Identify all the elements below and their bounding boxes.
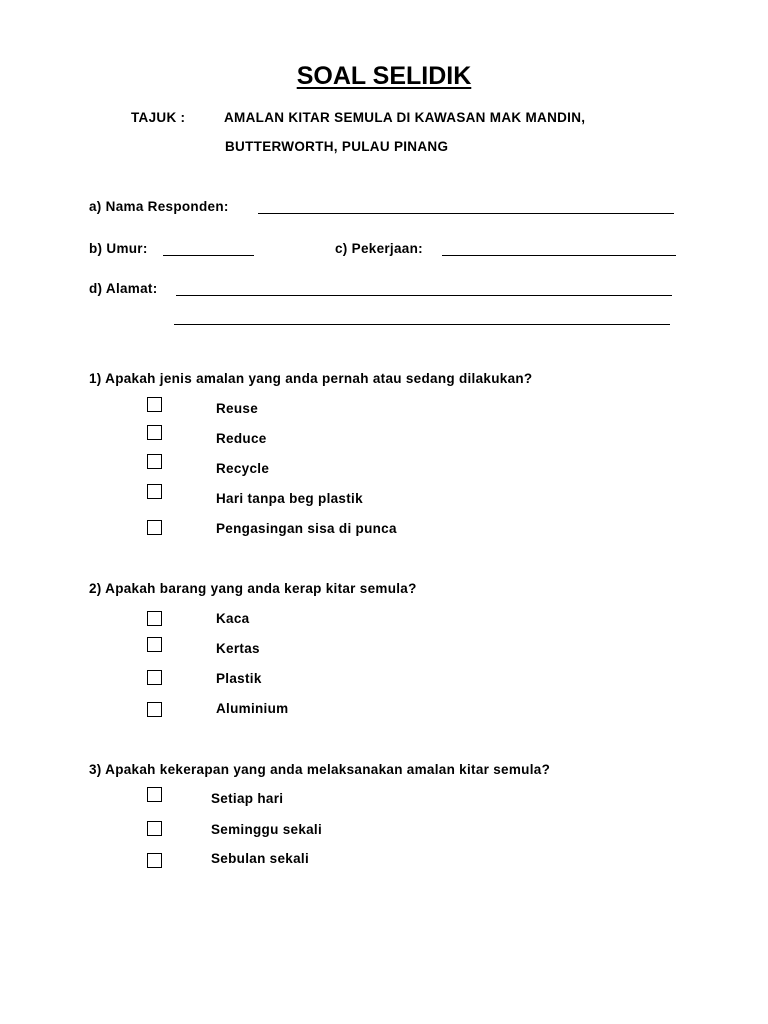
checkbox-plastik[interactable] (147, 670, 162, 685)
address-label: d) Alamat: (89, 281, 158, 296)
option-seminggu-sekali: Seminggu sekali (211, 822, 323, 837)
option-pengasingan-sisa: Pengasingan sisa di punca (216, 521, 397, 536)
option-recycle: Recycle (216, 461, 270, 476)
topic-line-1: AMALAN KITAR SEMULA DI KAWASAN MAK MANDIN, (224, 110, 586, 125)
name-input-line[interactable] (258, 201, 674, 214)
option-hari-tanpa-beg-plastik: Hari tanpa beg plastik (216, 491, 363, 506)
checkbox-reduce[interactable] (147, 425, 162, 440)
option-reuse: Reuse (216, 401, 259, 416)
option-aluminium: Aluminium (216, 701, 289, 716)
checkbox-sebulan-sekali[interactable] (147, 853, 162, 868)
option-kaca: Kaca (216, 611, 250, 626)
option-reduce: Reduce (216, 431, 267, 446)
topic-label: TAJUK : (131, 110, 186, 125)
address-input-line-2[interactable] (174, 312, 670, 325)
topic-line-2: BUTTERWORTH, PULAU PINANG (225, 139, 449, 154)
page-title: SOAL SELIDIK (296, 62, 472, 90)
option-sebulan-sekali: Sebulan sekali (211, 851, 309, 866)
question-2-text: 2) Apakah barang yang anda kerap kitar semula? (89, 581, 417, 596)
checkbox-hari-tanpa-beg-plastik[interactable] (147, 484, 162, 499)
option-plastik: Plastik (216, 671, 262, 686)
option-setiap-hari: Setiap hari (211, 791, 284, 806)
checkbox-seminggu-sekali[interactable] (147, 821, 162, 836)
checkbox-recycle[interactable] (147, 454, 162, 469)
job-input-line[interactable] (442, 243, 676, 256)
age-input-line[interactable] (163, 243, 254, 256)
checkbox-aluminium[interactable] (147, 702, 162, 717)
checkbox-reuse[interactable] (147, 397, 162, 412)
name-label: a) Nama Responden: (89, 199, 229, 214)
checkbox-setiap-hari[interactable] (147, 787, 162, 802)
age-label: b) Umur: (89, 241, 148, 256)
checkbox-kaca[interactable] (147, 611, 162, 626)
question-3-text: 3) Apakah kekerapan yang anda melaksanakan amalan kitar semula? (89, 762, 551, 777)
job-label: c) Pekerjaan: (335, 241, 423, 256)
checkbox-kertas[interactable] (147, 637, 162, 652)
question-1-text: 1) Apakah jenis amalan yang anda pernah atau sedang dilakukan? (89, 371, 533, 386)
option-kertas: Kertas (216, 641, 260, 656)
checkbox-pengasingan-sisa[interactable] (147, 520, 162, 535)
address-input-line-1[interactable] (176, 283, 672, 296)
